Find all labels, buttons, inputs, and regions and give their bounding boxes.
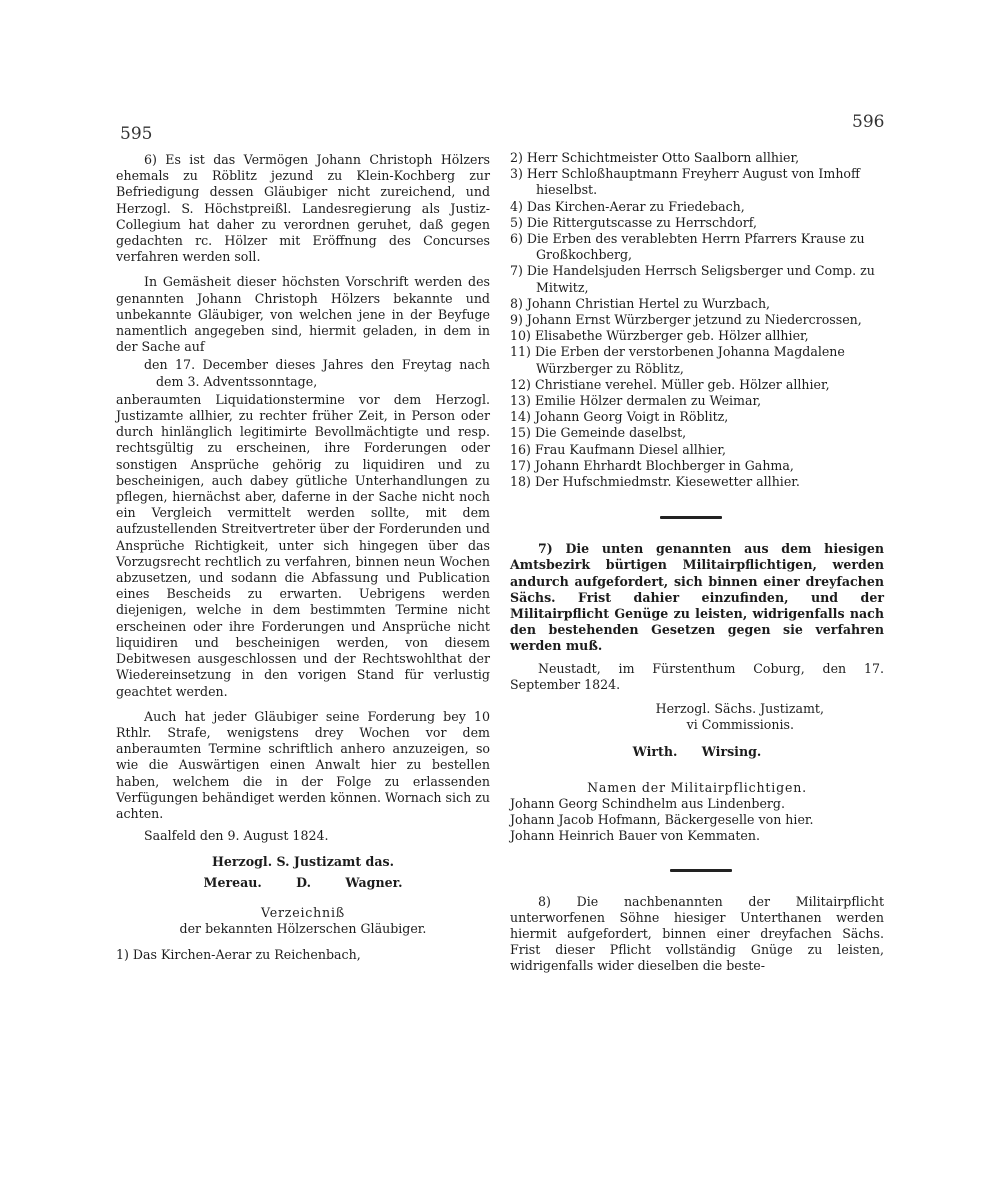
- section-divider: [660, 516, 722, 519]
- creditors-heading: Verzeichniß: [260, 904, 346, 920]
- conscript-name: Johann Jacob Hofmann, Bäckergeselle von hier.: [510, 812, 814, 828]
- creditor-item: 16) Frau Kaufmann Diesel allhier,: [510, 441, 727, 457]
- left-column: [116, 152, 490, 963]
- paragraph-penalty: Auch hat jeder Gläubiger seine Forderung bey 10 Rthlr. Strafe, wenigstens drey Wochen vor dem anberaumten Termine schriftlich anhero anzuzeigen, so wie die Auswärtigen einen Anwalt hier zu bestellen haben, welchem die in der Folge zu erlassenden Verfügungen behändiget werden können. Wornach sich zu achten.: [116, 708, 490, 821]
- paragraph-term-date: den 17. December dieses Jahres den Freytag nach dem 3. Adventssonntage,: [144, 357, 490, 389]
- creditor-item: 10) Elisabethe Würzberger geb. Hölzer allhier,: [510, 328, 809, 344]
- creditors-subheading: der bekannten Hölzerschen Gläubiger.: [179, 920, 427, 936]
- creditor-item: 18) Der Hufschmiedmstr. Kiesewetter allhier.: [510, 474, 800, 490]
- conscripts-heading: Namen der Militairpflichtigen.: [587, 779, 807, 795]
- office-signature: Herzogl. S. Justizamt das.: [212, 854, 394, 870]
- conscript-name: Johann Georg Schindhelm aus Lindenberg.: [510, 795, 785, 811]
- creditor-item: 7) Die Handelsjuden Herrsch Seligsberger und Comp. zu Mitwitz,: [510, 263, 875, 295]
- creditor-item: 6) Die Erben des verablebten Herrn Pfarrers Krause zu Großkochberg,: [510, 231, 865, 263]
- creditor-item: 11) Die Erben der verstorbenen Johanna Magdalene Würzberger zu Röblitz,: [510, 344, 845, 376]
- paragraph-summons: In Gemäsheit dieser höchsten Vorschrift werden des genannten Johann Christoph Hölzers bekannte und unbekannte Gläubiger, von welchen jene in der Beyfuge namentlich angegeben sind, hiermit geladen, in dem in der Sache auf: [116, 274, 490, 355]
- place-date-saalfeld: Saalfeld den 9. August 1824.: [144, 828, 329, 844]
- paragraph-section-8: 8) Die nachbenannten der Militairpflicht unterworfenen Söhne hiesiger Unterthanen werden hiermit aufgefordert, binnen einer dreyfachen Sächs. Frist dieser Pflicht vollständig Gnüge zu leisten, widrigenfalls wider dieselben die beste-: [510, 893, 884, 974]
- creditor-item: 4) Das Kirchen-Aerar zu Friedebach,: [510, 198, 745, 214]
- paragraph-section-7: 7) Die unten genannten aus dem hiesigen Amtsbezirk bürtigen Militairpflichtigen, werden andurch aufgefordert, sich binnen einer dreyfachen Sächs. Frist dahier einzufinden, und der Militairpflicht Genüge zu leisten, widrigenfalls nach den bestehenden Gesetzen gegen sie verfahren werden muß.: [510, 541, 884, 654]
- conscript-name: Johann Heinrich Bauer von Kemmaten.: [510, 828, 760, 844]
- creditor-item: 12) Christiane verehel. Müller geb. Hölzer allhier,: [510, 376, 830, 392]
- creditor-item: 9) Johann Ernst Würzberger jetzund zu Niedercrossen,: [510, 312, 862, 328]
- right-column: [510, 150, 884, 975]
- signatories: Mereau. D. Wagner.: [203, 874, 403, 890]
- paragraph-section-6: 6) Es ist das Vermögen Johann Christoph Hölzers ehemals zu Röblitz jezund zu Klein-Kochberg zur Befriedigung dessen Gläubiger nicht zureichend, und Herzogl. S. Höchstpreißl. Landesregierung als Justiz-Collegium hat daher zu verordnen geruhet, daß gegen gedachten rc. Hölzer mit Eröffnung des Concurses verfahren werden soll.: [116, 152, 490, 265]
- creditor-item: 17) Johann Ehrhardt Blochberger in Gahma,: [510, 457, 794, 473]
- creditor-item: 14) Johann Georg Voigt in Röblitz,: [510, 409, 729, 425]
- section-divider: [670, 869, 732, 872]
- paragraph-liquidation: anberaumten Liquidationstermine vor dem Herzogl. Justizamte allhier, zu rechter früher Zeit, in Person oder durch hinlänglich legitimirte Bevollmächtigte und resp. rechtsgültig zu erscheinen, ihre Forderungen oder sonstigen Ansprüche gehörig zu liquidiren und zu bescheinigen, auch dabey gütliche Unterhandlungen zu pflegen, hiernächst aber, daferne in der Sache nicht noch ein Vergleich vermittelt werden sollte, mit dem aufzustellenden Streitvertreter über der Forderunden und Ansprüche Richtigkeit, unter sich hingegen über das Vorzugsrecht rechtlich zu verfahren, binnen neun Wochen abzusetzen, und sodann die Abfassung und Publication eines Bescheids zu erwarten. Uebrigens werden diejenigen, welche in dem bestimmten Termine nicht erscheinen oder ihre Forderungen und Ansprüche nicht liquidiren und bescheinigen werden, von diesem Debitwesen ausgeschlossen und der Rechtswohlthat der Wiedereinsetzung in den vorigen Stand für verlustig geachtet werden.: [116, 391, 490, 699]
- creditor-item: 3) Herr Schloßhauptmann Freyherr August von Imhoff hieselbst.: [510, 166, 860, 198]
- creditor-item: 15) Die Gemeinde daselbst,: [510, 425, 687, 441]
- page-number-left: 595: [120, 124, 153, 144]
- creditor-item-1: 1) Das Kirchen-Aerar zu Reichenbach,: [116, 947, 361, 963]
- creditor-item: 2) Herr Schichtmeister Otto Saalborn allhier,: [510, 150, 800, 165]
- office-signature: Herzogl. Sächs. Justizamt,: [655, 701, 824, 717]
- signatories: Wirth. Wirsing.: [632, 743, 762, 759]
- commission-line: vi Commissionis.: [686, 717, 794, 733]
- page-number-right: 596: [852, 112, 885, 132]
- creditor-item: 8) Johann Christian Hertel zu Wurzbach,: [510, 295, 771, 311]
- place-date-neustadt: Neustadt, im Fürstenthum Coburg, den 17. September 1824.: [510, 660, 884, 692]
- creditor-item: 13) Emilie Hölzer dermalen zu Weimar,: [510, 393, 762, 409]
- creditor-item: 5) Die Rittergutscasse zu Herrschdorf,: [510, 214, 757, 230]
